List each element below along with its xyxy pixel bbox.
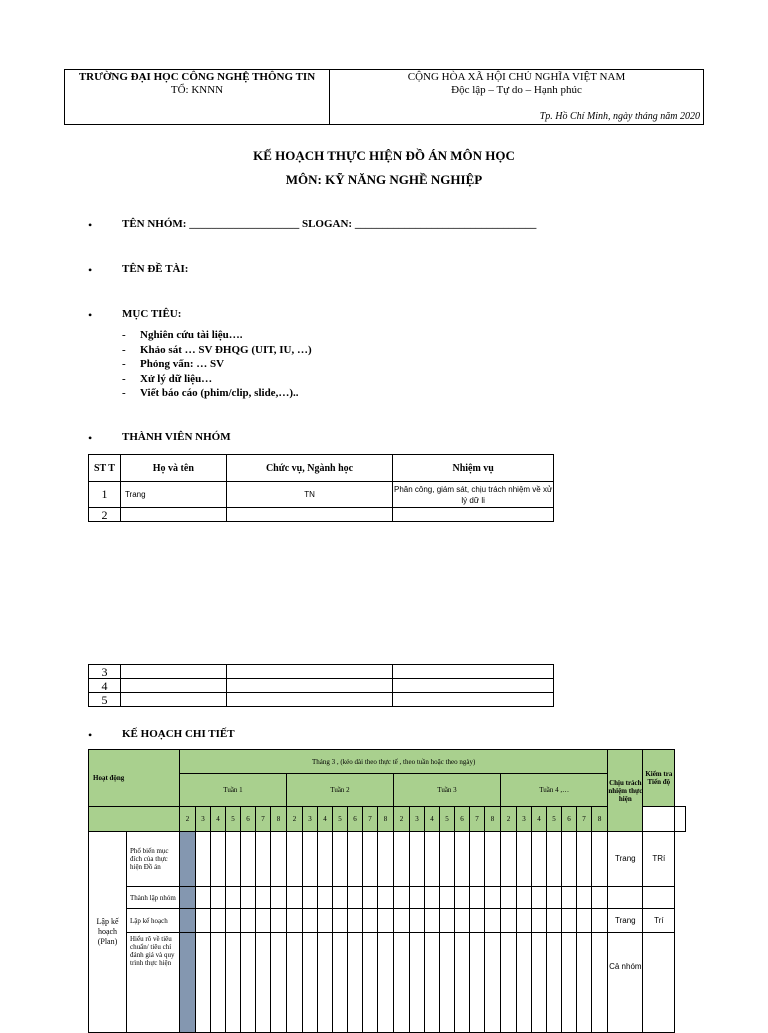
day-header: 7 — [470, 807, 485, 832]
timeline-cell — [410, 887, 425, 909]
day-header: 2 — [501, 807, 517, 832]
timeline-cell — [256, 933, 271, 1033]
responsible-cell: Cả nhóm — [608, 933, 643, 1033]
timeline-cell — [303, 887, 318, 909]
cell-stt: 3 — [89, 665, 121, 679]
timeline-cell — [226, 909, 241, 933]
day-header: 7 — [256, 807, 271, 832]
timeline-cell-filled — [180, 832, 196, 887]
timeline-cell — [287, 832, 303, 887]
check-cell — [643, 887, 675, 909]
task-name: Lập kế hoạch — [127, 909, 180, 933]
week-header: Tuần 3 — [394, 774, 501, 807]
timeline-cell — [440, 933, 455, 1033]
day-header: 8 — [271, 807, 287, 832]
timeline-cell — [256, 832, 271, 887]
check-cell: Trí — [643, 909, 675, 933]
timeline-cell — [348, 832, 363, 887]
timeline-cell — [517, 909, 532, 933]
day-header: 8 — [378, 807, 394, 832]
bullet-icon: • — [88, 263, 93, 277]
timeline-cell — [378, 909, 394, 933]
timeline-cell — [241, 933, 256, 1033]
day-header: 2 — [180, 807, 196, 832]
day-header: 6 — [241, 807, 256, 832]
task-name: Hiểu rõ về tiêu chuẩn/ tiêu chí đánh giá và quy trình thực hiện — [127, 933, 180, 1033]
timeline-cell — [348, 909, 363, 933]
timeline-cell — [577, 887, 592, 909]
timeline-cell — [394, 909, 410, 933]
check-cell: TRí — [643, 832, 675, 887]
day-header: 7 — [363, 807, 378, 832]
timeline-cell-filled — [180, 887, 196, 909]
timeline-cell — [318, 933, 333, 1033]
plan-label: KẾ HOẠCH CHI TIẾT — [122, 728, 235, 740]
timeline-cell — [333, 933, 348, 1033]
timeline-cell — [562, 832, 577, 887]
timeline-cell — [271, 909, 287, 933]
timeline-cell — [517, 887, 532, 909]
timeline-cell — [577, 909, 592, 933]
plan-days-row — [89, 807, 686, 832]
timeline-cell — [485, 832, 501, 887]
day-header: 5 — [440, 807, 455, 832]
timeline-cell-filled — [180, 933, 196, 1033]
cell-name — [120, 693, 226, 707]
timeline-cell — [241, 909, 256, 933]
timeline-cell — [440, 832, 455, 887]
objectives-label: MỤC TIÊU: — [122, 308, 182, 320]
bullet-icon: • — [88, 218, 93, 232]
timeline-cell — [455, 832, 470, 887]
timeline-cell — [241, 887, 256, 909]
header-name: Họ và tên — [120, 455, 226, 482]
task-name: Thành lập nhóm — [127, 887, 180, 909]
timeline-cell — [440, 887, 455, 909]
timeline-cell — [455, 909, 470, 933]
timeline-cell-filled — [180, 909, 196, 933]
objective-item: - Phỏng vấn: … SV — [122, 358, 225, 370]
table-header-row — [89, 455, 554, 482]
timeline-cell — [425, 887, 440, 909]
timeline-cell — [592, 887, 608, 909]
timeline-cell — [394, 887, 410, 909]
check-header-empty — [675, 807, 686, 832]
timeline-cell — [470, 909, 485, 933]
timeline-cell — [196, 909, 211, 933]
timeline-cell — [333, 887, 348, 909]
day-header: 4 — [532, 807, 547, 832]
timeline-cell — [378, 933, 394, 1033]
day-header: 7 — [577, 807, 592, 832]
cell-role — [226, 679, 393, 693]
members-table-continued — [88, 664, 554, 707]
bullet-icon: • — [88, 431, 93, 445]
bullet-icon: • — [88, 728, 93, 742]
day-header: 2 — [394, 807, 410, 832]
timeline-cell — [394, 832, 410, 887]
day-header: 6 — [562, 807, 577, 832]
timeline-cell — [303, 933, 318, 1033]
timeline-cell — [211, 887, 226, 909]
timeline-cell — [592, 933, 608, 1033]
week-header: Tuần 1 — [180, 774, 287, 807]
group-slogan-field: TÊN NHÓM: ____________________ SLOGAN: _________________________________ — [122, 218, 537, 230]
university-name: TRƯỜNG ĐẠI HỌC CÔNG NGHỆ THÔNG TIN — [78, 71, 316, 83]
objective-item: - Nghiên cứu tài liệu…. — [122, 329, 243, 341]
cell-role — [226, 508, 393, 522]
country-name: CỘNG HÒA XÃ HỘI CHỦ NGHĨA VIỆT NAM — [407, 71, 626, 83]
cell-task — [393, 693, 554, 707]
cell-stt: 2 — [89, 508, 121, 522]
timeline-cell — [196, 933, 211, 1033]
timeline-cell — [226, 933, 241, 1033]
day-header: 5 — [226, 807, 241, 832]
timeline-cell — [363, 933, 378, 1033]
timeline-cell — [271, 887, 287, 909]
activity-header-spacer — [89, 807, 180, 832]
table-row — [89, 933, 686, 1033]
week-header: Tuần 4 ,… — [501, 774, 608, 807]
timeline-cell — [363, 832, 378, 887]
timeline-cell — [410, 909, 425, 933]
cell-role — [226, 693, 393, 707]
table-row — [89, 508, 554, 522]
day-header: 6 — [348, 807, 363, 832]
timeline-cell — [271, 933, 287, 1033]
timeline-cell — [378, 887, 394, 909]
timeline-cell — [501, 832, 517, 887]
timeline-cell — [211, 933, 226, 1033]
phase-label: Lập kế hoạch (Plan) — [89, 832, 127, 1033]
topic-field: TÊN ĐỀ TÀI: — [122, 263, 189, 275]
cell-task — [393, 508, 554, 522]
timeline-cell — [532, 909, 547, 933]
cell-role — [226, 665, 393, 679]
members-table — [88, 454, 554, 522]
day-header: 5 — [547, 807, 562, 832]
cell-name — [120, 665, 226, 679]
timeline-cell — [501, 933, 517, 1033]
timeline-cell — [394, 933, 410, 1033]
timeline-cell — [303, 909, 318, 933]
timeline-cell — [562, 909, 577, 933]
day-header: 4 — [318, 807, 333, 832]
check-cell — [643, 933, 675, 1033]
timeline-cell — [577, 832, 592, 887]
day-header: 8 — [485, 807, 501, 832]
cell-stt: 5 — [89, 693, 121, 707]
timeline-cell — [211, 909, 226, 933]
progress-check-header: Kiểm tra Tiến độ — [643, 750, 675, 807]
timeline-cell — [501, 909, 517, 933]
timeline-cell — [318, 832, 333, 887]
plan-header-row — [89, 750, 686, 774]
timeline-cell — [196, 887, 211, 909]
timeline-cell — [256, 909, 271, 933]
cell-stt: 1 — [89, 482, 121, 508]
timeline-cell — [256, 887, 271, 909]
timeline-cell — [517, 832, 532, 887]
day-header: 3 — [196, 807, 211, 832]
timeline-cell — [532, 832, 547, 887]
timeline-cell — [501, 887, 517, 909]
timeline-cell — [440, 909, 455, 933]
timeline-cell — [410, 933, 425, 1033]
table-row — [89, 832, 686, 887]
timeline-cell — [271, 832, 287, 887]
day-header: 8 — [592, 807, 608, 832]
timeline-cell — [517, 933, 532, 1033]
day-header: 2 — [287, 807, 303, 832]
timeline-cell — [485, 909, 501, 933]
timeline-cell — [547, 909, 562, 933]
timeline-cell — [425, 933, 440, 1033]
timeline-cell — [547, 933, 562, 1033]
cell-task: Phân công, giám sát, chịu trách nhiệm về xử lý dữ li — [393, 482, 554, 508]
timeline-cell — [592, 832, 608, 887]
timeline-cell — [363, 909, 378, 933]
motto: Độc lập – Tự do – Hạnh phúc — [451, 84, 582, 96]
timeline-cell — [241, 832, 256, 887]
timeline-cell — [592, 909, 608, 933]
bullet-icon: • — [88, 308, 93, 322]
timeline-cell — [211, 832, 226, 887]
responsible-cell: Trang — [608, 832, 643, 887]
header-stt: ST T — [89, 455, 121, 482]
header-role: Chức vụ, Ngành học — [226, 455, 393, 482]
header-task: Nhiệm vụ — [393, 455, 554, 482]
timeline-cell — [425, 832, 440, 887]
timeline-cell — [348, 933, 363, 1033]
timeline-cell — [562, 933, 577, 1033]
week-header: Tuần 2 — [287, 774, 394, 807]
table-row — [89, 665, 554, 679]
timeline-cell — [425, 909, 440, 933]
responsible-cell — [608, 887, 643, 909]
table-row — [89, 482, 554, 508]
timeline-cell — [485, 933, 501, 1033]
month-header: Tháng 3 , (kéo dài theo thực tế , theo tuần hoặc theo ngày) — [180, 750, 608, 774]
timeline-cell — [577, 933, 592, 1033]
responsible-header: Chịu trách nhiệm thực hiện — [608, 750, 643, 832]
members-label: THÀNH VIÊN NHÓM — [122, 431, 231, 443]
cell-name — [120, 508, 226, 522]
timeline-cell — [303, 832, 318, 887]
timeline-cell — [287, 887, 303, 909]
timeline-cell — [363, 887, 378, 909]
timeline-cell — [287, 933, 303, 1033]
timeline-cell — [287, 909, 303, 933]
timeline-cell — [333, 832, 348, 887]
objectives-list — [122, 328, 312, 401]
objective-item: - Khảo sát … SV ĐHQG (UIT, IU, …) — [122, 343, 312, 356]
day-header: 5 — [333, 807, 348, 832]
timeline-cell — [333, 909, 348, 933]
timeline-cell — [318, 887, 333, 909]
document-title: KẾ HOẠCH THỰC HIỆN ĐỒ ÁN MÔN HỌC — [253, 148, 515, 163]
subject-title: MÔN: KỸ NĂNG NGHỀ NGHIỆP — [285, 172, 483, 187]
objective-item: - Xử lý dữ liệu… — [122, 372, 213, 385]
day-header: 3 — [517, 807, 532, 832]
timeline-cell — [470, 933, 485, 1033]
timeline-cell — [532, 933, 547, 1033]
date-line: Tp. Hồ Chí Minh, ngày tháng năm 2020 — [539, 111, 700, 122]
timeline-cell — [532, 887, 547, 909]
cell-role: TN — [226, 482, 393, 508]
timeline-cell — [547, 832, 562, 887]
timeline-cell — [547, 887, 562, 909]
day-header: 4 — [425, 807, 440, 832]
day-header: 6 — [455, 807, 470, 832]
timeline-cell — [470, 887, 485, 909]
timeline-cell — [455, 887, 470, 909]
timeline-cell — [378, 832, 394, 887]
timeline-cell — [226, 887, 241, 909]
cell-task — [393, 665, 554, 679]
table-row — [89, 887, 686, 909]
cell-stt: 4 — [89, 679, 121, 693]
document-header — [64, 69, 704, 125]
timeline-cell — [485, 887, 501, 909]
day-header-empty — [643, 807, 675, 832]
objective-item: - Viết báo cáo (phim/clip, slide,…).. — [122, 387, 299, 399]
timeline-cell — [455, 933, 470, 1033]
day-header: 3 — [303, 807, 318, 832]
cell-name: Trang — [120, 482, 226, 508]
timeline-cell — [410, 832, 425, 887]
responsible-cell: Trang — [608, 909, 643, 933]
table-row — [89, 909, 686, 933]
timeline-cell — [196, 832, 211, 887]
day-header: 3 — [410, 807, 425, 832]
plan-table — [88, 749, 686, 1033]
department-name: TỔ: KNNN — [170, 84, 224, 96]
timeline-cell — [470, 832, 485, 887]
timeline-cell — [226, 832, 241, 887]
task-name: Phổ biến mục đích của thực hiện Đồ án — [127, 832, 180, 887]
table-row — [89, 693, 554, 707]
timeline-cell — [562, 887, 577, 909]
cell-task — [393, 679, 554, 693]
timeline-cell — [318, 909, 333, 933]
day-header: 4 — [211, 807, 226, 832]
timeline-cell — [348, 887, 363, 909]
activity-header: Hoạt động — [89, 750, 180, 807]
cell-name — [120, 679, 226, 693]
table-row — [89, 679, 554, 693]
